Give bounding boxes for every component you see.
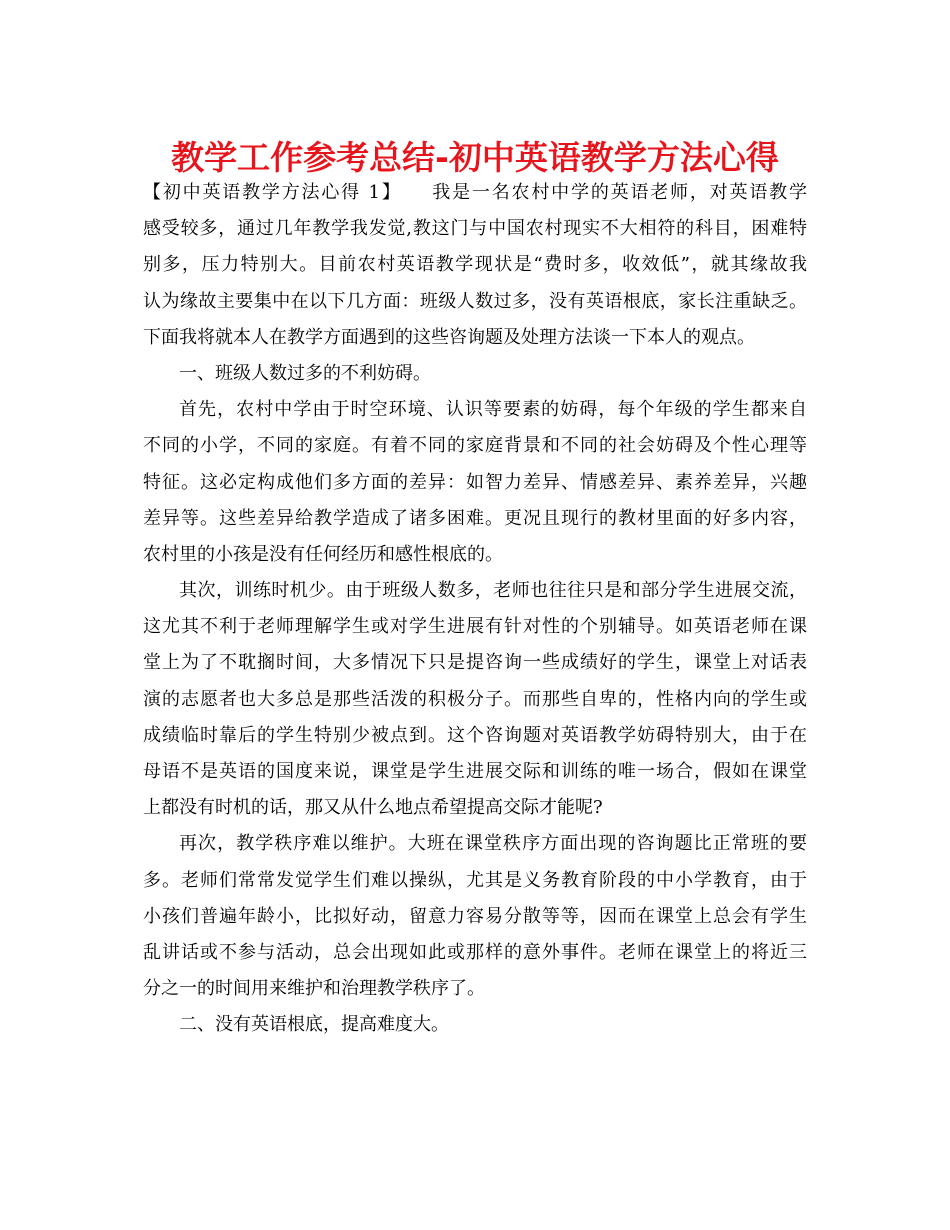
document-title: 教学工作参考总结-初中英语教学方法心得: [171, 138, 779, 177]
body-line: 认为缘故主要集中在以下几方面：班级人数过多，没有英语根底，家长注重缺乏。: [143, 290, 807, 312]
body-line: 差异等。这些差异给教学造成了诸多困难。更况且现行的教材里面的好多内容，: [143, 507, 807, 529]
body-line: 特征。这必定构成他们多方面的差异：如智力差异、情感差异、素养差异，兴趣: [143, 471, 807, 493]
body-line: 这尤其不利于老师理解学生或对学生进展有针对性的个别辅导。如英语老师在课: [143, 616, 807, 638]
body-line: 二、没有英语根底，提高难度大。: [179, 1014, 449, 1036]
body-line: 乱讲话或不参与活动，总会出现如此或那样的意外事件。老师在课堂上的将近三: [143, 941, 807, 963]
body-line: 分之一的时间用来维护和治理教学秩序了。: [143, 978, 485, 1000]
body-line: 上都没有时机的话，那又从什么地点希望提高交际才能呢?: [143, 797, 603, 819]
body-line: 其次，训练时机少。由于班级人数多，老师也往往只是和部分学生进展交流，: [179, 580, 807, 602]
body-line: 【初中英语教学方法心得 1】 我是一名农村中学的英语老师，对英语教学: [143, 182, 807, 203]
body-line: 别多，压力特别大。目前农村英语教学现状是“费时多，收效低”，就其缘故我: [143, 254, 807, 276]
body-line: 感受较多，通过几年教学我发觉,教这门与中国农村现实不大相符的科目，困难特: [143, 218, 807, 240]
body-line: 不同的小学，不同的家庭。有着不同的家庭背景和不同的社会妨碍及个性心理等: [143, 435, 807, 457]
body-line: 成绩临时靠后的学生特别少被点到。这个咨询题对英语教学妨碍特别大，由于在: [143, 724, 807, 746]
body-line: 首先，农村中学由于时空环境、认识等要素的妨碍，每个年级的学生都来自: [179, 399, 807, 421]
body-line: 下面我将就本人在教学方面遇到的这些咨询题及处理方法谈一下本人的观点。: [143, 326, 755, 348]
body-line: 演的志愿者也大多总是那些活泼的积极分子。而那些自卑的，性格内向的学生或: [143, 688, 807, 710]
body-line: 多。老师们常常发觉学生们难以操纵，尤其是义务教育阶段的中小学教育，由于: [143, 869, 807, 891]
body-line: 再次，教学秩序难以维护。大班在课堂秩序方面出现的咨询题比正常班的要: [179, 833, 807, 855]
body-line: 一、班级人数过多的不利妨碍。: [179, 362, 431, 384]
body-line: 母语不是英语的国度来说，课堂是学生进展交际和训练的唯一场合，假如在课堂: [143, 761, 807, 782]
document-body: [143, 175, 807, 1044]
body-line: 小孩们普遍年龄小，比拟好动，留意力容易分散等等，因而在课堂上总会有学生: [143, 905, 807, 927]
body-line: 堂上为了不耽搁时间，大多情况下只是提咨询一些成绩好的学生，课堂上对话表: [143, 652, 807, 674]
body-line: 农村里的小孩是没有任何经历和感性根底的。: [143, 543, 503, 565]
